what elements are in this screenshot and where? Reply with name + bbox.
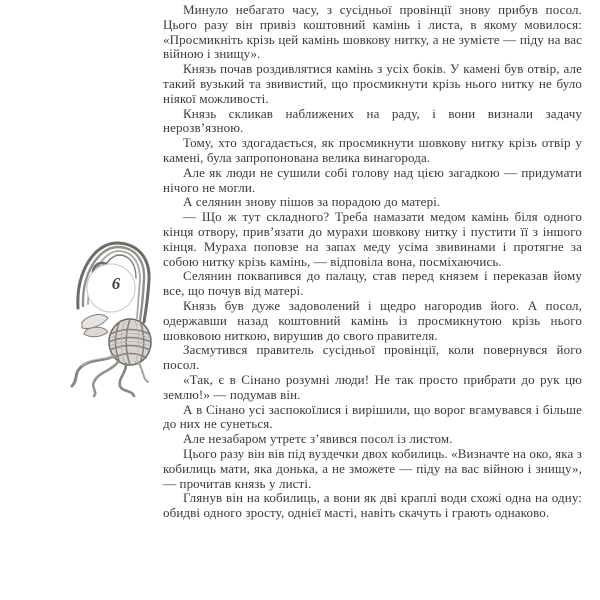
paragraph: Селянин поквапився до палацу, став перед князем і переказав йому все, що почув від матері.: [163, 268, 582, 299]
paragraph: Тому, хто здогадається, як просмикнути шовкову нитку крізь отвір у камені, була запропонована велика винагорода.: [163, 135, 582, 165]
paragraph: «Так, є в Сінано розумні люди! Не так просто прибрати до рук цю землю!» — подумав він.: [163, 371, 582, 402]
chapter-number: 6: [111, 274, 121, 293]
leaf-folds: [82, 315, 108, 337]
paragraph: Але як люди не сушили собі голову над цією загадкою — придумати нічого не могли.: [163, 164, 582, 195]
woven-ball: [109, 319, 151, 365]
paragraph: — Що ж тут складного? Треба намазати медом камінь біля одного кінця отвору, прив’язати до мурахи шовкову нитку і пустити її з іншого кінця. Мураха поповзе на запах меду усіма звивинами і протягне за собою нитку крізь камінь, — відповіла вона, посміхаючись.: [163, 209, 582, 269]
paragraph: Цього разу він вів під вуздечки двох кобилиць. «Визначте на око, яка з кобилиць мати, яка донька, а не зможете — піду на вас війною і знищу», — прочитав князь у листі.: [163, 445, 582, 491]
paragraph: Минуло небагато часу, з сусідньої провінції знову прибув посол. Цього разу він привіз коштовний камінь і листа, в якому мовилося: «Просмикніть крізь цей камінь шовкову нитку, а не зумієте — піду на вас війною і знищу».: [163, 2, 582, 62]
paragraph: Глянув він на кобилиць, а вони як дві краплі води схожі одна на одну: обидві одного зросту, однієї масті, навіть скачуть і грають однаково.: [163, 490, 582, 521]
chapter-knot-illustration: [64, 238, 166, 398]
story-text: [163, 3, 582, 521]
paragraph: А селянин знову пішов за порадою до матері.: [183, 194, 441, 210]
paragraph: Князь почав роздивлятися камінь з усіх боків. У камені був отвір, але такий вузький та звивистий, що просмикнути крізь нього нитку не було ніякої можливості.: [163, 61, 582, 106]
paragraph: Князь був дуже задоволений і щедро нагородив його. А посол, одержавши назад коштовний камінь із просмикнутою крізь нього шовковою ниткою, вирушив до свого правителя.: [163, 297, 582, 343]
paragraph: Князь скликав наближених на раду, і вони визнали задачу нерозв’язною.: [163, 105, 582, 136]
paragraph: Засмутився правитель сусідньої провінції, коли повернувся його посол.: [163, 342, 582, 373]
paragraph: Але незабаром утретє з’явився посол із листом.: [183, 431, 453, 447]
paragraph: А в Сінано усі заспокоїлися і вирішили, що ворог вгамувався і більше до них не сунеться.: [163, 401, 582, 432]
knot-illustration-drawing: [64, 238, 166, 398]
